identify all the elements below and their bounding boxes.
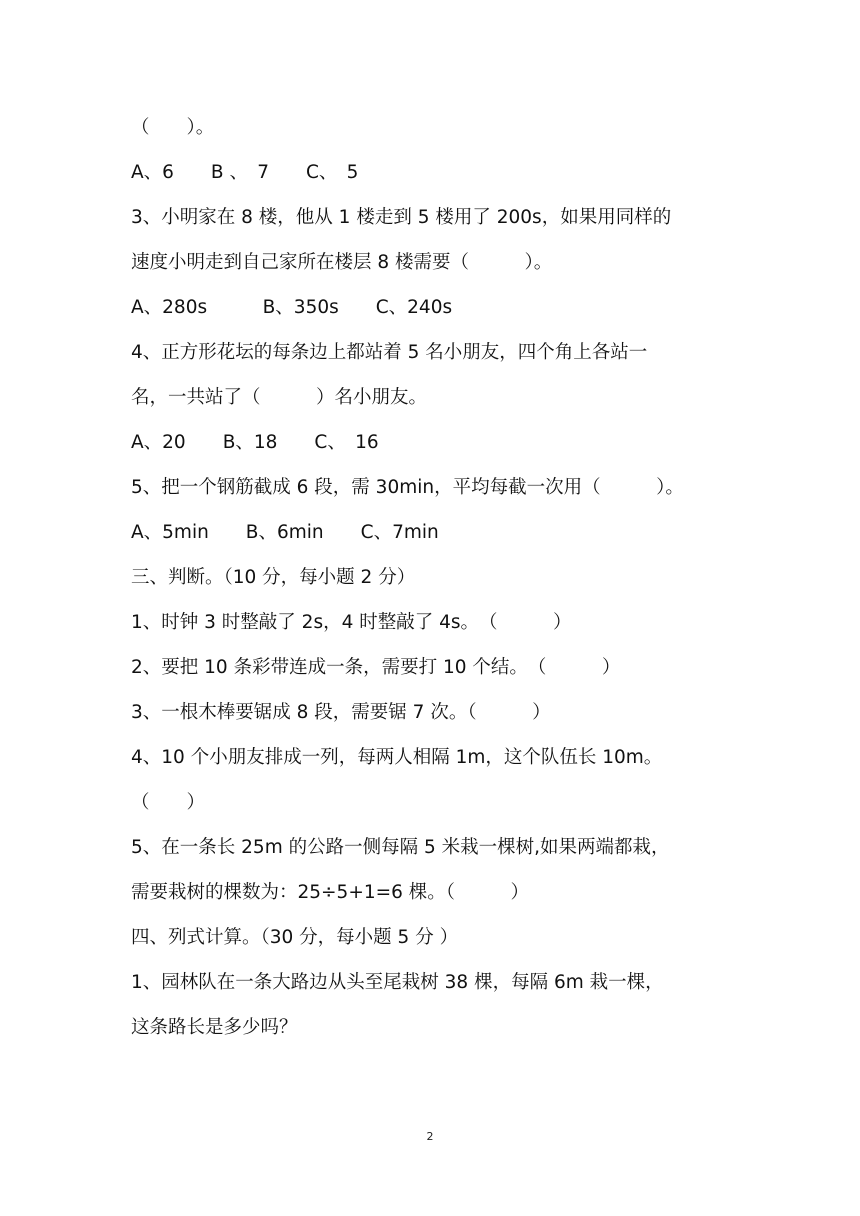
text-line: 3、一根木棒要锯成 8 段，需要锯 7 次。（ ）: [131, 702, 551, 723]
text-line: 这条路长是多少吗？: [131, 1017, 298, 1038]
text-line: 5、把一个钢筋截成 6 段，需 30min，平均每截一次用（ ）。: [131, 477, 684, 498]
text-line: A、6 B 、 7 C、 5: [131, 162, 359, 183]
text-line: 5、在一条长 25m 的公路一侧每隔 5 米栽一棵树,如果两端都栽，: [131, 837, 670, 858]
text-line: （ ）。: [131, 117, 215, 138]
text-line: A、20 B、18 C、 16: [131, 432, 379, 453]
text-line: 名，一共站了（ ）名小朋友。: [131, 387, 428, 408]
page-number: 2: [426, 1130, 434, 1143]
text-line: 2、要把 10 条彩带连成一条，需要打 10 个结。 （ ）: [131, 657, 621, 678]
text-line: 4、正方形花坛的每条边上都站着 5 名小朋友，四个角上各站一: [131, 342, 648, 363]
text-line: 速度小明走到自己家所在楼层 8 楼需要（ ）。: [131, 252, 553, 273]
section-heading: 四、列式计算。（30 分，每小题 5 分 ）: [131, 927, 459, 948]
text-line: 4、10 个小朋友排成一列，每两人相隔 1m，这个队伍长 10m。: [131, 747, 663, 768]
text-line: （ ）: [131, 792, 206, 813]
section-heading: 三、判断。（10 分，每小题 2 分）: [131, 567, 416, 588]
text-line: 需要栽树的棵数为：25÷5+1=6 棵。（ ）: [131, 882, 529, 903]
text-line: A、280s B、350s C、240s: [131, 297, 453, 318]
text-line: 1、时钟 3 时整敲了 2s，4 时整敲了 4s。 （ ）: [131, 612, 572, 633]
text-line: A、5min B、6min C、7min: [131, 522, 439, 543]
text-line: 3、小明家在 8 楼，他从 1 楼走到 5 楼用了 200s，如果用同样的: [131, 207, 672, 228]
text-line: 1、园林队在一条大路边从头至尾栽树 38 棵，每隔 6m 栽一棵，: [131, 972, 664, 993]
